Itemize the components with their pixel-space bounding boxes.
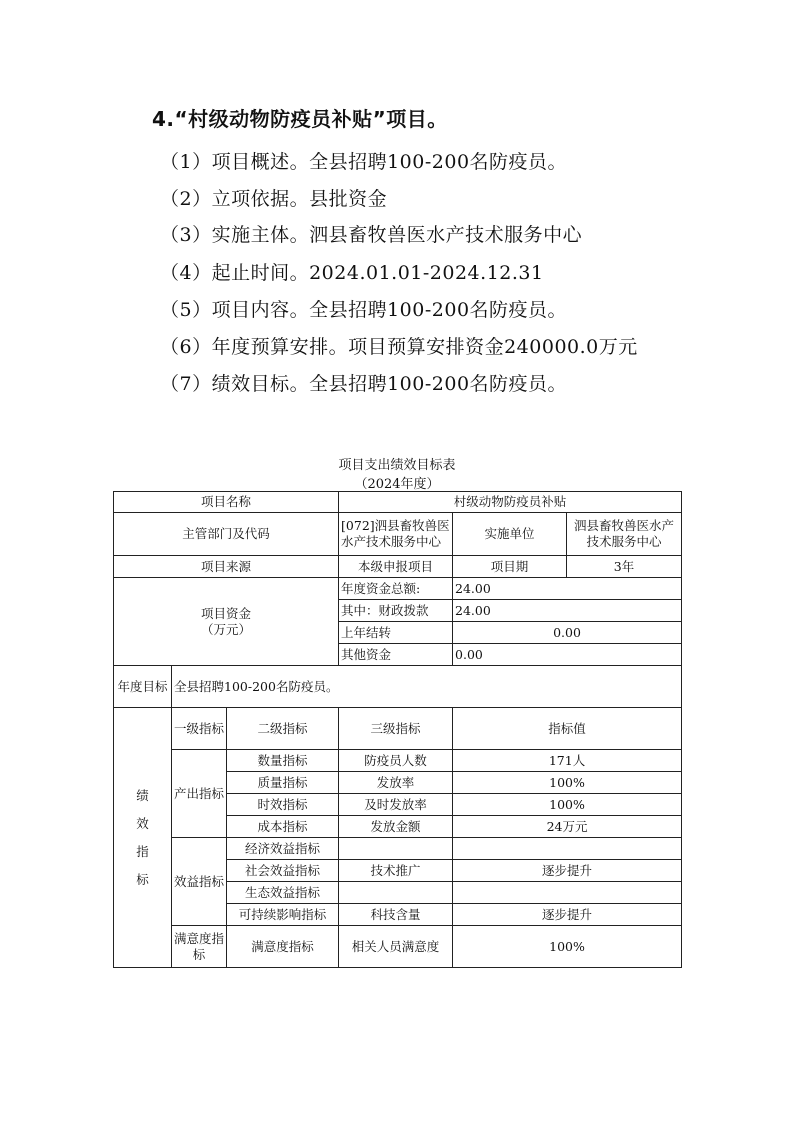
performance-table xyxy=(113,491,682,968)
satisfaction-indicator-label: 满意度指标 xyxy=(172,926,227,968)
satisfaction-value: 100% xyxy=(453,926,682,968)
table-row xyxy=(114,750,682,772)
dept-value: [072]泗县畜牧兽医水产技术服务中心 xyxy=(339,513,453,556)
benefit-value: 逐步提升 xyxy=(453,860,682,882)
annual-goal-value: 全县招聘100-200名防疫员。 xyxy=(172,666,682,708)
project-name-label: 项目名称 xyxy=(114,492,339,513)
source-label: 项目来源 xyxy=(114,556,339,578)
table-row xyxy=(114,513,682,556)
project-name-value: 村级动物防疫员补贴 xyxy=(339,492,682,513)
indicator-label-cell xyxy=(114,708,172,968)
output-value: 24万元 xyxy=(453,816,682,838)
table-row xyxy=(114,492,682,513)
benefit-value: 逐步提升 xyxy=(453,904,682,926)
table-row xyxy=(114,926,682,968)
output-l3: 及时发放率 xyxy=(339,794,453,816)
output-l2: 时效指标 xyxy=(227,794,339,816)
output-l2: 成本指标 xyxy=(227,816,339,838)
satisfaction-l3: 相关人员满意度 xyxy=(339,926,453,968)
benefit-l3 xyxy=(339,882,453,904)
dept-label: 主管部门及代码 xyxy=(114,513,339,556)
source-value: 本级申报项目 xyxy=(339,556,453,578)
benefit-l3 xyxy=(339,838,453,860)
funds-other-value: 0.00 xyxy=(453,644,682,666)
benefit-l2: 生态效益指标 xyxy=(227,882,339,904)
benefit-value xyxy=(453,838,682,860)
funds-fiscal-label: 其中：财政拨款 xyxy=(339,600,453,622)
output-l3: 发放金额 xyxy=(339,816,453,838)
header-level3: 三级指标 xyxy=(339,708,453,750)
header-level1: 一级指标 xyxy=(172,708,227,750)
paragraph-overview: （1）项目概述。全县招聘100-200名防疫员。 xyxy=(160,151,568,173)
paragraph-goal: （7）绩效目标。全县招聘100-200名防疫员。 xyxy=(160,373,568,395)
table-row xyxy=(114,556,682,578)
section-heading: 4.“村级动物防疫员补贴”项目。 xyxy=(152,107,448,131)
funds-carry-label: 上年结转 xyxy=(339,622,453,644)
output-value: 100% xyxy=(453,794,682,816)
impl-label: 实施单位 xyxy=(453,513,567,556)
benefit-l2: 经济效益指标 xyxy=(227,838,339,860)
indicator-label: 绩效指标 xyxy=(136,787,149,887)
benefit-value xyxy=(453,882,682,904)
paragraph-content: （5）项目内容。全县招聘100-200名防疫员。 xyxy=(160,299,568,321)
paragraph-implementer: （3）实施主体。泗县畜牧兽医水产技术服务中心 xyxy=(160,224,583,246)
benefit-l2: 可持续影响指标 xyxy=(227,904,339,926)
funds-fiscal-value: 24.00 xyxy=(453,600,682,622)
funds-label-cell xyxy=(114,578,339,666)
benefit-l3: 技术推广 xyxy=(339,860,453,882)
satisfaction-l2: 满意度指标 xyxy=(227,926,339,968)
benefit-l2: 社会效益指标 xyxy=(227,860,339,882)
funds-total-value: 24.00 xyxy=(453,578,682,600)
table-title: 项目支出绩效目标表 xyxy=(338,458,456,473)
table-row xyxy=(114,708,682,750)
table-row xyxy=(114,666,682,708)
output-value: 100% xyxy=(453,772,682,794)
output-indicator-label: 产出指标 xyxy=(172,750,227,838)
funds-label: 项目资金 xyxy=(201,605,252,621)
impl-value: 泗县畜牧兽医水产技术服务中心 xyxy=(567,513,682,556)
output-l3: 发放率 xyxy=(339,772,453,794)
output-l3: 防疫员人数 xyxy=(339,750,453,772)
table-row xyxy=(114,578,682,600)
paragraph-budget: （6）年度预算安排。项目预算安排资金240000.0万元 xyxy=(160,336,638,358)
funds-carry-value: 0.00 xyxy=(453,622,682,644)
funds-unit: （万元） xyxy=(201,621,252,637)
benefit-indicator-label: 效益指标 xyxy=(172,838,227,926)
annual-goal-label: 年度目标 xyxy=(114,666,172,708)
paragraph-period: （4）起止时间。2024.01.01-2024.12.31 xyxy=(160,262,544,284)
paragraph-basis: （2）立项依据。县批资金 xyxy=(160,188,388,210)
table-row xyxy=(114,838,682,860)
period-value: 3年 xyxy=(567,556,682,578)
period-label: 项目期 xyxy=(453,556,567,578)
benefit-l3: 科技含量 xyxy=(339,904,453,926)
funds-other-label: 其他资金 xyxy=(339,644,453,666)
table-subtitle: （2024年度） xyxy=(354,477,440,492)
header-level2: 二级指标 xyxy=(227,708,339,750)
output-l2: 数量指标 xyxy=(227,750,339,772)
header-value: 指标值 xyxy=(453,708,682,750)
output-l2: 质量指标 xyxy=(227,772,339,794)
output-value: 171人 xyxy=(453,750,682,772)
funds-total-label: 年度资金总额: xyxy=(339,578,453,600)
